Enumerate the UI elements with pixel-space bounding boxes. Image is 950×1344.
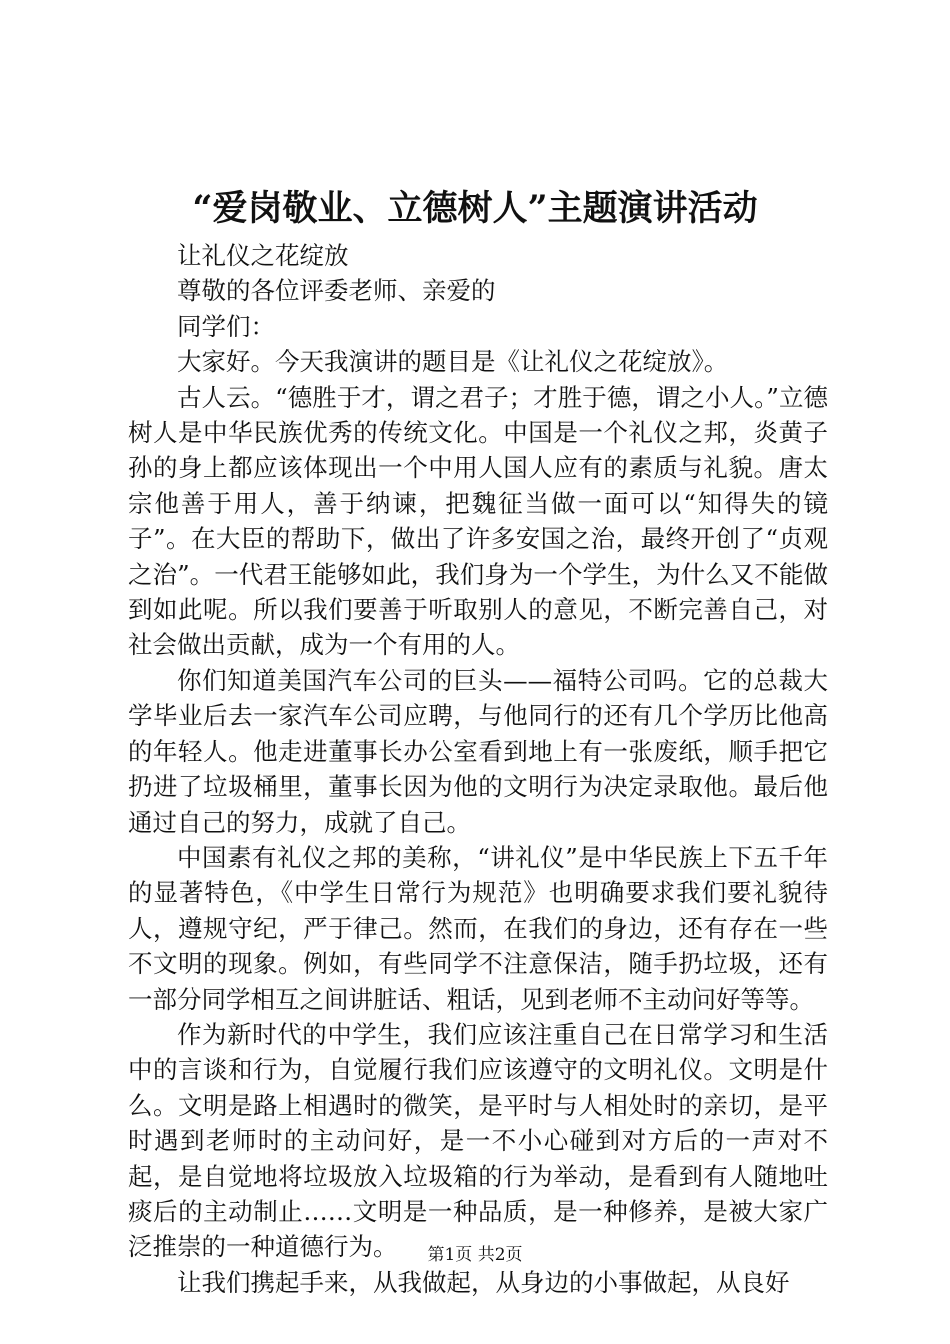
salutation-paragraph: 尊敬的各位评委老师、亲爱的 xyxy=(177,276,496,306)
document-title: “爱岗敬业、立德树人”主题演讲活动 xyxy=(192,188,758,229)
greeting-paragraph: 大家好。今天我演讲的题目是《让礼仪之花绽放》。 xyxy=(177,347,729,377)
salutation-continued-paragraph: 同学们： xyxy=(177,311,275,341)
document-body xyxy=(128,238,828,1300)
body-paragraph: 你们知道美国汽车公司的巨头——福特公司吗。它的总裁大学毕业后去一家汽车公司应聘，与他同行的还有几个学历比他高的年轻人。他走进董事长办公室看到地上有一张废纸，顺手把它扔进了垃圾桶里，董事长因为他的文明行为决定录取他。最后他通过自己的努力，成就了自己。 xyxy=(128,665,828,837)
body-paragraph: 作为新时代的中学生，我们应该注重自己在日常学习和生活中的言谈和行为，自觉履行我们应该遵守的文明礼仪。文明是什么。文明是路上相遇时的微笑，是平时与人相处时的亲切，是平时遇到老师时的主动问好，是一不小心碰到对方后的一声对不起，是自觉地将垃圾放入垃圾箱的行为举动，是看到有人随地吐痰后的主动制止……文明是一种品质，是一种修养，是被大家广泛推崇的一种道德行为。 xyxy=(128,1019,828,1262)
body-paragraph: 让我们携起手来，从我做起，从身边的小事做起，从良好 xyxy=(177,1267,790,1297)
body-paragraph: 中国素有礼仪之邦的美称，“讲礼仪”是中华民族上下五千年的显著特色，《中学生日常行为规范》也明确要求我们要礼貌待人，遵规守纪，严于律己。然而，在我们的身边，还有存在一些不文明的现象。例如，有些同学不注意保洁，随手扔垃圾，还有一部分同学相互之间讲脏话、粗话，见到老师不主动问好等等。 xyxy=(128,842,828,1014)
page-number-footer: 第1页 共2页 xyxy=(427,1245,523,1265)
subtitle-paragraph: 让礼仪之花绽放 xyxy=(177,241,349,270)
body-paragraph: 古人云。“德胜于才，谓之君子；才胜于德，谓之小人。”立德树人是中华民族优秀的传统文化。中国是一个礼仪之邦，炎黄子孙的身上都应该体现出一个中用人国人应有的素质与礼貌。唐太宗他善于用人，善于纳谏，把魏征当做一面可以“知得失的镜子”。在大臣的帮助下，做出了许多安国之治，最终开创了“贞观之治”。一代君王能够如此，我们身为一个学生，为什么又不能做到如此呢。所以我们要善于听取别人的意见，不断完善自己，对社会做出贡献，成为一个有用的人。 xyxy=(128,382,828,660)
